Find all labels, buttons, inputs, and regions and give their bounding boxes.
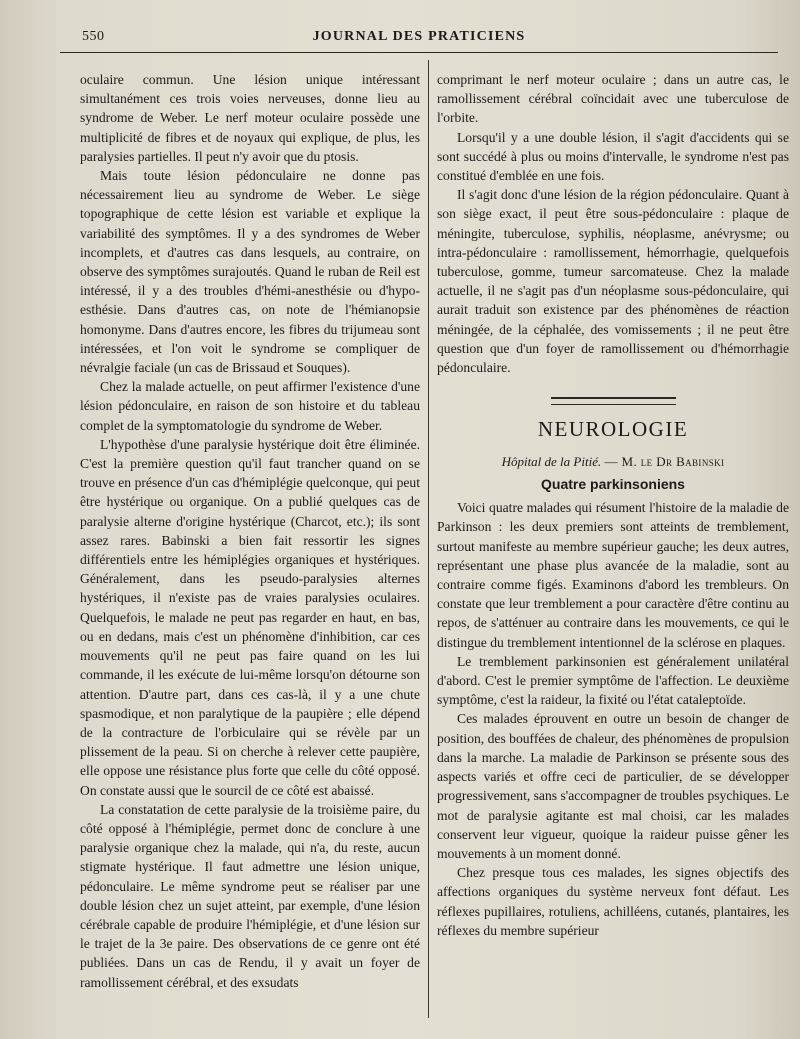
lecture-byline	[437, 453, 789, 471]
paragraph: Lorsqu'il y a une double lésion, il s'agit d'accidents qui se sont succédé à plus ou moins d'intervalle, le syndrome n'est pas constitué d'emblée en une fois.	[437, 129, 789, 184]
lecture-title: Quatre parkinsoniens	[541, 476, 685, 493]
paragraph: Chez la malade actuelle, on peut affirmer l'existence d'une lésion pédonculaire, en raison de son histoire et du tableau complet de la symptomatologie du syndrome de Weber.	[80, 379, 420, 433]
journal-title: JOURNAL DES PRATICIENS	[312, 29, 526, 44]
paragraph: Il s'agit donc d'une lésion de la région pédonculaire. Quant à son siège exact, il peut être sous-pédonculaire : plaque de méningite, tuberculose, syphilis, néoplasme, anévrysme; ou intra-pédonculaire : ramollissement, hémorrhagie, quelquefois tuberculose, gomme, tumeur sarcomateuse. Chez la malade actuelle, il ne s'agit pas d'un néoplasme sous-pédonculaire, qui aurait traduit son existence par des phénomènes de réaction méningée, de la céphalée, des vomissements ; il ne peut être question que d'un foyer de ramollissement ou d'hémorrhagie pédonculaire.	[437, 187, 789, 376]
paragraph: Voici quatre malades qui résument l'histoire de la maladie de Parkinson : les deux premiers sont atteints de tremblement, surtout manifeste au membre supérieur gauche; les deux autres, représentant une phase plus avancée de la maladie, sont au contraire comme figés. Examinons d'abord les trembleurs. On constate que leur tremblement a pour caractère d'être continu au repos, de s'atténuer au contraire dans les mouvements, ce qui le distingue du tremblement intentionnel de la sclérose en plaques.	[437, 500, 789, 650]
paragraph: Mais toute lésion pédonculaire ne donne pas nécessairement lieu au syndrome de Weber. Le siège topographique de cette lésion est variable et explique la variabilité des symptômes. Il y a des syndromes de Weber incomplets, et d'autres cas dans lesquels, au contraire, on observe des symptômes surajoutés. Quand le ruban de Reil est intéressé, il y a des troubles d'hémi-anesthésie ou d'hypo-esthésie. Dans d'autres cas, on note de l'hémianopsie homonyme. Dans d'autres encore, les fibres du trijumeau sont intéressées, et l'on voit le syndrome se compliquer de névralgie faciale (un cas de Brissaud et Souques).	[80, 168, 420, 376]
page-header	[60, 26, 778, 53]
section-separator-rule	[551, 397, 676, 405]
right-column	[437, 70, 789, 940]
left-column	[80, 70, 420, 992]
paragraph: comprimant le nerf moteur oculaire ; dans un autre cas, le ramollissement cérébral coïncidait avec une tuberculose de l'orbite.	[437, 72, 789, 126]
column-divider	[428, 60, 429, 1018]
paragraph: Chez presque tous ces malades, les signes objectifs des affections organiques du système nerveux font défaut. Les réflexes pupillaires, rotuliens, achilléens, cutanés, plantaires, les réflexes du membre supérieur	[437, 865, 789, 938]
author-name: — M. le Dr Babinski	[604, 454, 725, 470]
paragraph: La constatation de cette paralysie de la troisième paire, du côté opposé à l'hémiplégie, permet donc de conclure à une paralysie organique chez la malade, qui n'a, du reste, aucun stigmate hystérique. Il faut admettre une lésion unique, pédonculaire. Le même syndrome peut se réaliser par une double lésion chez un sujet atteint, par exemple, d'une lésion cérébrale capable de produire l'hémiplégie, et d'une lésion sur le trajet de la 3e paire. Des observations de ce genre ont été publiées. Dans un cas de Rendu, il y avait un foyer de ramollissement cérébral, et des exsudats	[80, 801, 420, 990]
paragraph: Le tremblement parkinsonien est généralement unilatéral d'abord. C'est le premier symptôme de l'affection. Le deuxième symptôme, c'est la raideur, la fixité ou l'état cataleptoïde.	[437, 653, 789, 708]
paragraph: Ces malades éprouvent en outre un besoin de changer de position, des bouffées de chaleur, des phénomènes de propulsion dans la marche. La maladie de Parkinson se présente sous des aspects variés et offre ceci de particulier, de se développer progressivement, sans s'accompagner de troubles psychiques. Le mot de paralysie agitante est mal choisi, car les malades conservent leur vigueur, quoique la raideur puisse gêner les mouvements à un moment donné.	[437, 711, 790, 861]
hospital-name: Hôpital de la Pitié.	[501, 454, 602, 470]
section-title: NEUROLOGIE	[537, 417, 689, 442]
paragraph: L'hypothèse d'une paralysie hystérique doit être éliminée. C'est la première question qu'il faut trancher quand on se trouve en présence d'un cas d'hémiplégie quelconque, qui peut être hystérique ou organique. On a publié quelques cas de paralysie alterne d'origine hystérique (Charcot, etc.); ils sont assez rares. Babinski a bien fait ressortir les signes différentiels entre les hémiplégies organiques et hystériques. Généralement, dans les pseudo-paralysies alternes hystériques, il n'existe pas de vraies paralysies oculaires. Quelquefois, le malade ne peut pas regarder en haut, en bas, ou en dedans, mais c'est un phénomène d'inhibition, car ces mouvements qu'il ne peut pas faire quand on les lui commande, il les exécute de lui-même lorsqu'on détourne son attention. D'autre part, dans ces cas-là, il y a une chute spasmodique, et non paralytique de la paupière ; elle dépend de la contracture de l'orbiculaire qui se révèle par un plissement de la peau. Si on cherche à relever cette paupière, elle oppose une résistance plus forte que celle du côté opposé. On constate aussi que le sourcil de ce côté est abaissé.	[80, 436, 420, 798]
paragraph: oculaire commun. Une lésion unique intéressant simultanément ces trois voies nerveuses, donne lieu au syndrome de Weber. Le nerf moteur oculaire possède une multiplicité de fibres et de noyaux qui explique, de plus, les paralysies partielles. Il peut n'y avoir que du ptosis.	[80, 72, 420, 164]
page-number: 550	[82, 29, 105, 44]
